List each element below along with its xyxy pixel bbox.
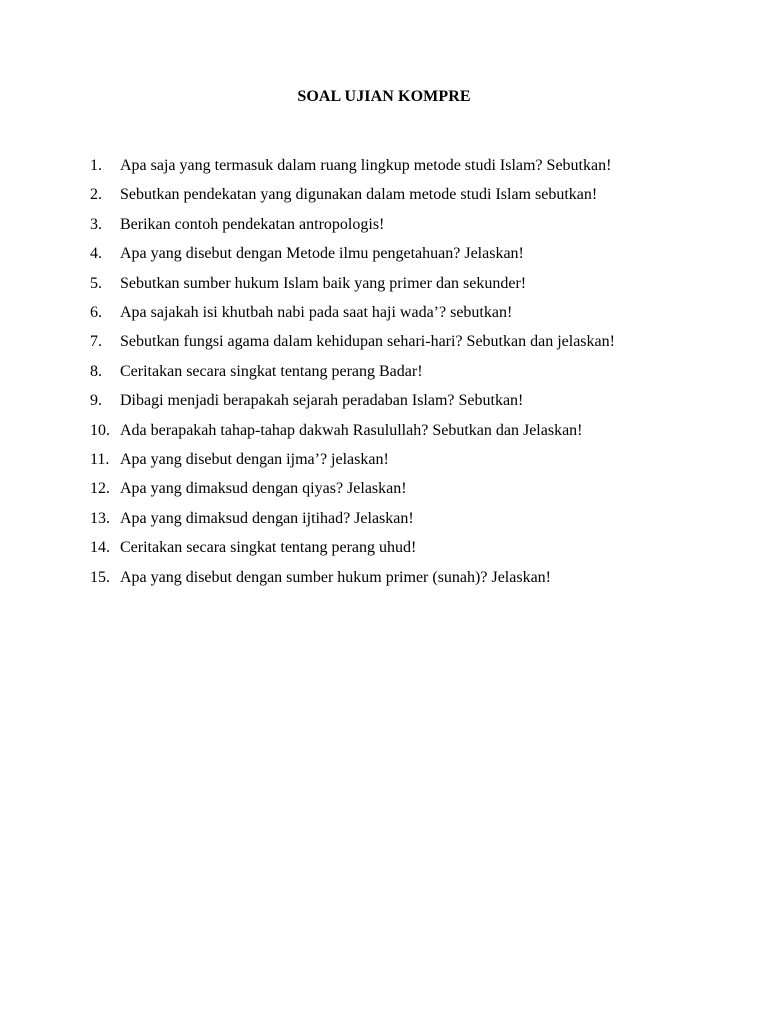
question-number: 10. [90, 421, 110, 439]
question-text: Sebutkan sumber hukum Islam baik yang primer dan sekunder! [120, 274, 527, 292]
question-text: Apa sajakah isi khutbah nabi pada saat haji wada’? sebutkan! [120, 304, 513, 322]
question-number: 11. [90, 451, 110, 469]
question-text: Ceritakan secara singkat tentang perang Badar! [120, 362, 423, 380]
question-text: Ceritakan secara singkat tentang perang uhud! [120, 539, 417, 557]
question-item-4 [90, 239, 674, 268]
question-item-9 [90, 386, 674, 415]
question-number: 12. [90, 480, 110, 498]
question-number: 8. [90, 362, 102, 380]
page-title: SOAL UJIAN KOMPRE [297, 88, 471, 105]
question-number: 6. [90, 304, 102, 322]
question-number: 4. [90, 245, 102, 263]
question-number: 1. [90, 157, 102, 174]
question-text: Dibagi menjadi berapakah sejarah peradaban Islam? Sebutkan! [120, 392, 524, 410]
question-number: 2. [90, 186, 102, 204]
question-item-6 [90, 298, 674, 327]
question-number: 9. [90, 392, 102, 410]
question-number: 3. [90, 215, 102, 233]
question-item-15 [90, 563, 674, 592]
question-number: 13. [90, 509, 110, 527]
question-item-14 [90, 533, 674, 562]
question-text: Apa saja yang termasuk dalam ruang lingkup metode studi Islam? Sebutkan! [120, 157, 612, 174]
question-item-1 [90, 151, 674, 180]
question-number: 14. [90, 539, 110, 557]
question-text: Apa yang dimaksud dengan qiyas? Jelaskan! [120, 480, 407, 498]
question-text: Sebutkan pendekatan yang digunakan dalam metode studi Islam sebutkan! [120, 186, 598, 204]
question-text: Sebutkan fungsi agama dalam kehidupan sehari-hari? Sebutkan dan jelaskan! [120, 333, 615, 351]
question-item-3 [90, 210, 674, 239]
question-number: 15. [90, 568, 110, 586]
question-list [90, 151, 674, 592]
question-text: Ada berapakah tahap-tahap dakwah Rasulullah? Sebutkan dan Jelaskan! [120, 421, 583, 439]
question-item-11 [90, 445, 674, 474]
question-item-12 [90, 474, 674, 503]
question-number: 5. [90, 274, 102, 292]
question-text: Apa yang disebut dengan sumber hukum primer (sunah)? Jelaskan! [120, 568, 551, 586]
question-item-2 [90, 180, 674, 209]
question-item-8 [90, 357, 674, 386]
question-item-5 [90, 269, 674, 298]
question-item-10 [90, 416, 674, 445]
question-text: Berikan contoh pendekatan antropologis! [120, 215, 385, 233]
question-text: Apa yang dimaksud dengan ijtihad? Jelaskan! [120, 509, 414, 527]
question-text: Apa yang disebut dengan Metode ilmu pengetahuan? Jelaskan! [120, 245, 524, 263]
question-number: 7. [90, 333, 102, 351]
question-item-13 [90, 504, 674, 533]
question-text: Apa yang disebut dengan ijma’? jelaskan! [120, 451, 389, 469]
question-item-7 [90, 327, 674, 356]
